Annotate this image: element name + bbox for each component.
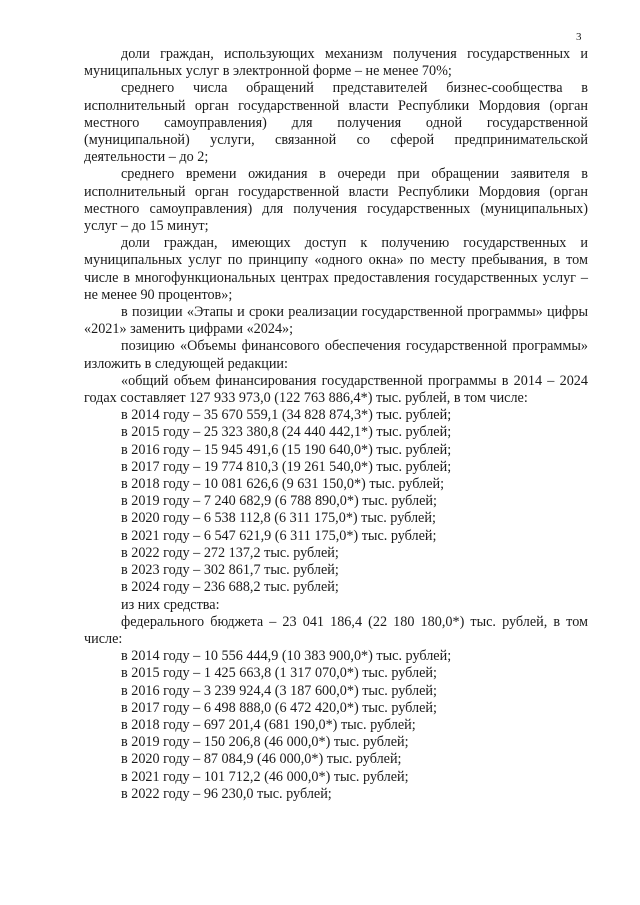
federal-year-line: в 2018 году – 697 201,4 (681 190,0*) тыс. рублей; bbox=[121, 716, 416, 733]
total-year-line: в 2016 году – 15 945 491,6 (15 190 640,0*) тыс. рублей; bbox=[121, 441, 452, 458]
federal-year-line: в 2019 году – 150 206,8 (46 000,0*) тыс. рублей; bbox=[121, 734, 409, 751]
total-year-line: в 2017 году – 19 774 810,3 (19 261 540,0*) тыс. рублей; bbox=[121, 458, 452, 475]
federal-budget-intro: федерального бюджета – 23 041 186,4 (22 180 180,0*) тыс. рублей, в том числе: bbox=[84, 613, 588, 647]
federal-year-line: в 2020 году – 87 084,9 (46 000,0*) тыс. рублей; bbox=[121, 751, 402, 768]
indicator-one-window: доли граждан, имеющих доступ к получению государственных и муниципальных услуг по принципу «одного окна» по месту пребывания, в том числе в многофункциональных центрах предоставления государственных услуг – не менее 90 процентов»; bbox=[84, 235, 588, 303]
indicator-queue-time: среднего времени ожидания в очереди при обращении заявителя в исполнительный орган государственной власти Республики Мордовия (орган местного самоуправления) для получения государственных (муниципальных) услуг – до 15 минут; bbox=[84, 166, 588, 235]
indicator-business-requests: среднего числа обращений представителей бизнес-сообщества в исполнительный орган государственной власти Республики Мордовия (орган местного самоуправления) для получения одной государственной (муниципальной) услуги, связанной со сферой предпринимательской деятельности – до 2; bbox=[84, 80, 588, 166]
total-year-line: в 2020 году – 6 538 112,8 (6 311 175,0*) тыс. рублей; bbox=[121, 510, 436, 527]
total-year-line: в 2024 году – 236 688,2 тыс. рублей; bbox=[121, 579, 339, 596]
funding-total-intro: «общий объем финансирования государственной программы в 2014 – 2024 годах составляет 127 933 973,0 (122 763 886,4*) тыс. рублей, в том числе: bbox=[84, 372, 588, 407]
federal-year-line: в 2021 году – 101 712,2 (46 000,0*) тыс. рублей; bbox=[121, 768, 409, 785]
total-year-line: в 2022 году – 272 137,2 тыс. рублей; bbox=[121, 544, 339, 561]
federal-year-line: в 2015 году – 1 425 663,8 (1 317 070,0*) тыс. рублей; bbox=[121, 665, 437, 682]
page-number: 3 bbox=[576, 31, 582, 43]
federal-year-line: в 2014 году – 10 556 444,9 (10 383 900,0*) тыс. рублей; bbox=[121, 648, 452, 665]
indicator-electronic-services: доли граждан, использующих механизм получения государственных и муниципальных услуг в электронной форме – не менее 70%; bbox=[84, 46, 588, 80]
amendment-funding: позицию «Объемы финансового обеспечения государственной программы» изложить в следующей редакции: bbox=[84, 338, 588, 372]
federal-year-line: в 2017 году – 6 498 888,0 (6 472 420,0*) тыс. рублей; bbox=[121, 699, 437, 716]
total-year-line: в 2023 году – 302 861,7 тыс. рублей; bbox=[121, 562, 339, 579]
federal-year-line: в 2022 году – 96 230,0 тыс. рублей; bbox=[121, 785, 332, 802]
total-year-line: в 2018 году – 10 081 626,6 (9 631 150,0*) тыс. рублей; bbox=[121, 476, 445, 493]
total-year-line: в 2019 году – 7 240 682,9 (6 788 890,0*) тыс. рублей; bbox=[121, 493, 437, 510]
federal-year-line: в 2016 году – 3 239 924,4 (3 187 600,0*) тыс. рублей; bbox=[121, 682, 437, 699]
amendment-stages: в позиции «Этапы и сроки реализации государственной программы» цифры «2021» заменить цифрами «2024»; bbox=[84, 304, 588, 338]
document-body bbox=[84, 46, 588, 803]
total-year-line: в 2021 году – 6 547 621,9 (6 311 175,0*) тыс. рублей; bbox=[121, 527, 437, 544]
sources-label: из них средства: bbox=[121, 596, 220, 613]
total-year-line: в 2014 году – 35 670 559,1 (34 828 874,3*) тыс. рублей; bbox=[121, 407, 452, 424]
total-year-line: в 2015 году – 25 323 380,8 (24 440 442,1*) тыс. рублей; bbox=[121, 424, 452, 441]
